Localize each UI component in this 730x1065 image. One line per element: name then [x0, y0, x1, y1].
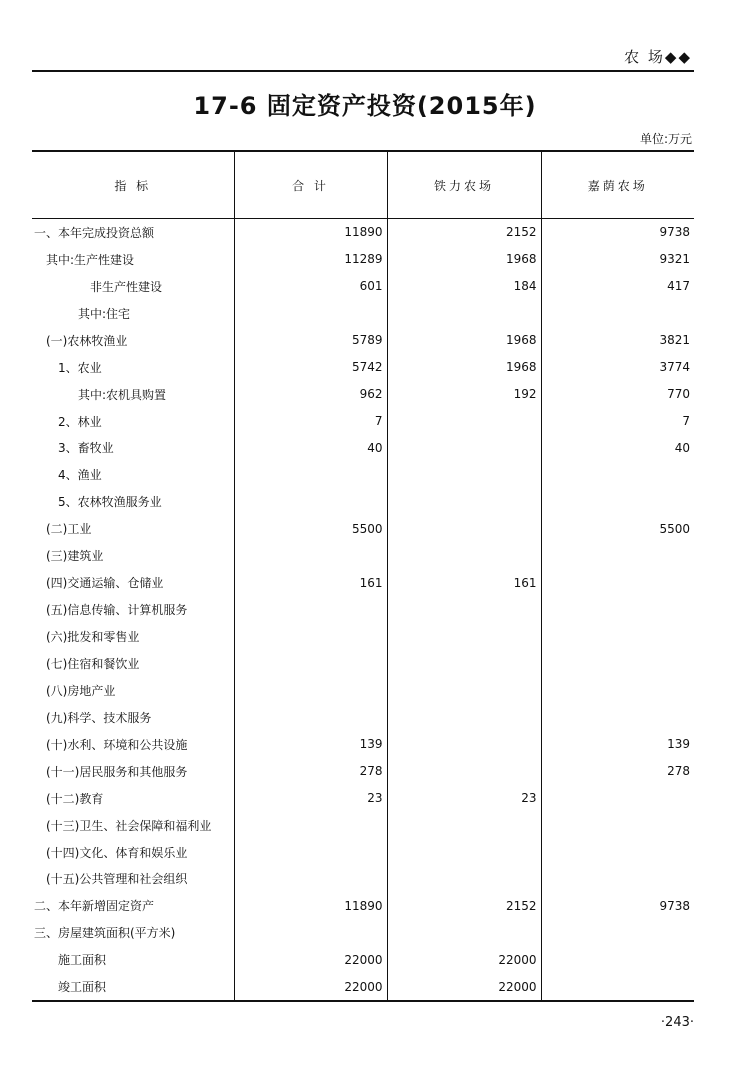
row-label: 施工面积 — [58, 953, 107, 968]
table-row — [32, 758, 694, 785]
cell-jiayin-farm: 278 — [541, 758, 694, 785]
row-label: (四)交通运输、仓储业 — [46, 576, 164, 591]
cell-tieli-farm: 23 — [387, 785, 541, 812]
row-label: (三)建筑业 — [46, 549, 104, 564]
cell-tieli-farm — [387, 650, 541, 677]
row-label: (十四)文化、体育和娱乐业 — [46, 845, 188, 860]
cell-total: 11289 — [234, 246, 387, 273]
cell-jiayin-farm — [541, 488, 694, 515]
cell-total — [234, 650, 387, 677]
cell-tieli-farm — [387, 623, 541, 650]
row-label: 5、农林牧渔服务业 — [58, 495, 162, 510]
table-row — [32, 677, 694, 704]
cell-total — [234, 866, 387, 893]
table-row — [32, 354, 694, 381]
cell-tieli-farm — [387, 677, 541, 704]
cell-total — [234, 488, 387, 515]
row-label: (十一)居民服务和其他服务 — [46, 764, 188, 779]
cell-jiayin-farm: 139 — [541, 731, 694, 758]
cell-total — [234, 300, 387, 327]
cell-tieli-farm: 161 — [387, 569, 541, 596]
cell-tieli-farm: 1968 — [387, 246, 541, 273]
column-header-jiayin-farm: 嘉荫农场 — [541, 151, 694, 219]
cell-total — [234, 461, 387, 488]
row-label: 竣工面积 — [32, 973, 234, 1001]
cell-total — [234, 542, 387, 569]
row-label: (七)住宿和餐饮业 — [46, 656, 140, 671]
table-header-row — [32, 151, 694, 219]
cell-total — [234, 812, 387, 839]
cell-tieli-farm — [387, 839, 541, 866]
cell-jiayin-farm — [541, 704, 694, 731]
cell-jiayin-farm — [541, 785, 694, 812]
cell-jiayin-farm — [541, 812, 694, 839]
cell-total: 11890 — [234, 219, 387, 246]
cell-tieli-farm — [387, 919, 541, 946]
table-row — [32, 273, 694, 300]
cell-jiayin-farm: 3821 — [541, 327, 694, 354]
row-label: (十)水利、环境和公共设施 — [46, 737, 188, 752]
cell-tieli-farm — [387, 758, 541, 785]
cell-total: 7 — [234, 408, 387, 435]
cell-tieli-farm — [387, 488, 541, 515]
row-label: 一、本年完成投资总额 — [34, 225, 155, 240]
section-header: 农 场◆◆ — [624, 48, 692, 66]
unit-label: 单位:万元 — [639, 132, 692, 146]
table-row — [32, 381, 694, 408]
cell-jiayin-farm: 9738 — [541, 219, 694, 246]
column-header-indicator: 指 标 — [32, 151, 234, 219]
cell-total: 601 — [234, 273, 387, 300]
cell-jiayin-farm — [541, 461, 694, 488]
cell-tieli-farm: 2152 — [387, 219, 541, 246]
table-row — [32, 785, 694, 812]
cell-jiayin-farm — [541, 866, 694, 893]
cell-total: 22000 — [234, 946, 387, 973]
column-header-tieli-farm: 铁力农场 — [387, 151, 541, 219]
table-row — [32, 866, 694, 893]
table-row — [32, 488, 694, 515]
cell-total: 962 — [234, 381, 387, 408]
cell-jiayin-farm — [541, 946, 694, 973]
cell-jiayin-farm: 770 — [541, 381, 694, 408]
row-label: 三、房屋建筑面积(平方米) — [34, 926, 176, 941]
row-label: 1、农业 — [58, 360, 102, 375]
table-row — [32, 408, 694, 435]
cell-jiayin-farm — [541, 677, 694, 704]
cell-total: 22000 — [234, 973, 387, 1001]
table-row — [32, 327, 694, 354]
cell-total — [234, 704, 387, 731]
cell-total: 5789 — [234, 327, 387, 354]
row-label: (六)批发和零售业 — [46, 630, 140, 645]
cell-jiayin-farm: 417 — [541, 273, 694, 300]
cell-total: 5500 — [234, 515, 387, 542]
cell-jiayin-farm — [541, 300, 694, 327]
cell-total: 278 — [234, 758, 387, 785]
table-row — [32, 219, 694, 246]
cell-tieli-farm — [387, 704, 541, 731]
cell-tieli-farm — [387, 435, 541, 462]
table-row — [32, 569, 694, 596]
table-body — [32, 219, 694, 1002]
table-row — [32, 892, 694, 919]
table-row — [32, 650, 694, 677]
row-label: (十三)卫生、社会保障和福利业 — [46, 818, 212, 833]
table-row — [32, 623, 694, 650]
row-label: 4、渔业 — [58, 468, 102, 483]
cell-tieli-farm: 1968 — [387, 354, 541, 381]
cell-tieli-farm: 2152 — [387, 892, 541, 919]
table-row — [32, 300, 694, 327]
row-label: 非生产性建设 — [90, 279, 163, 294]
table-row — [32, 515, 694, 542]
cell-total: 40 — [234, 435, 387, 462]
cell-jiayin-farm — [541, 596, 694, 623]
cell-jiayin-farm — [541, 569, 694, 596]
row-label: 二、本年新增固定资产 — [34, 899, 155, 914]
cell-jiayin-farm: 7 — [541, 408, 694, 435]
cell-jiayin-farm — [541, 973, 694, 1001]
cell-jiayin-farm — [541, 919, 694, 946]
row-label: (九)科学、技术服务 — [46, 710, 152, 725]
cell-tieli-farm — [387, 515, 541, 542]
cell-tieli-farm: 192 — [387, 381, 541, 408]
row-label: (二)工业 — [46, 522, 92, 537]
row-label: 其中:生产性建设 — [46, 252, 135, 267]
row-label: (八)房地产业 — [46, 683, 116, 698]
cell-tieli-farm: 22000 — [387, 973, 541, 1001]
cell-total: 161 — [234, 569, 387, 596]
table-row — [32, 461, 694, 488]
table-row — [32, 812, 694, 839]
row-label: 3、畜牧业 — [58, 441, 114, 456]
cell-total: 23 — [234, 785, 387, 812]
row-label: 其中:住宅 — [78, 306, 131, 321]
table-row — [32, 246, 694, 273]
table-row — [32, 973, 694, 1001]
cell-total: 11890 — [234, 892, 387, 919]
table-row — [32, 731, 694, 758]
table-row — [32, 919, 694, 946]
cell-jiayin-farm — [541, 839, 694, 866]
cell-tieli-farm — [387, 812, 541, 839]
cell-total — [234, 919, 387, 946]
cell-jiayin-farm — [541, 623, 694, 650]
table-row — [32, 542, 694, 569]
cell-tieli-farm — [387, 596, 541, 623]
cell-jiayin-farm: 5500 — [541, 515, 694, 542]
table-row — [32, 704, 694, 731]
cell-tieli-farm: 1968 — [387, 327, 541, 354]
cell-tieli-farm — [387, 461, 541, 488]
row-label: (十五)公共管理和社会组织 — [46, 872, 188, 887]
cell-total: 139 — [234, 731, 387, 758]
column-header-total: 合 计 — [234, 151, 387, 219]
cell-jiayin-farm: 40 — [541, 435, 694, 462]
cell-jiayin-farm — [541, 650, 694, 677]
page-number: ·243· — [660, 1015, 694, 1030]
investment-table — [32, 150, 694, 1002]
row-label: (一)农林牧渔业 — [46, 333, 128, 348]
cell-jiayin-farm: 9321 — [541, 246, 694, 273]
cell-total: 5742 — [234, 354, 387, 381]
table-row — [32, 946, 694, 973]
cell-tieli-farm: 184 — [387, 273, 541, 300]
row-label: 其中:农机具购置 — [78, 387, 167, 402]
cell-total — [234, 623, 387, 650]
row-label: (五)信息传输、计算机服务 — [46, 603, 188, 618]
cell-tieli-farm — [387, 300, 541, 327]
cell-total — [234, 677, 387, 704]
table-row — [32, 435, 694, 462]
cell-jiayin-farm: 9738 — [541, 892, 694, 919]
cell-tieli-farm — [387, 866, 541, 893]
table-row — [32, 839, 694, 866]
cell-tieli-farm — [387, 542, 541, 569]
cell-tieli-farm — [387, 731, 541, 758]
cell-total — [234, 839, 387, 866]
cell-total — [234, 596, 387, 623]
cell-tieli-farm: 22000 — [387, 946, 541, 973]
cell-tieli-farm — [387, 408, 541, 435]
table-row — [32, 596, 694, 623]
row-label: (十二)教育 — [46, 791, 104, 806]
cell-jiayin-farm: 3774 — [541, 354, 694, 381]
header-rule — [32, 70, 694, 72]
row-label: 2、林业 — [58, 414, 102, 429]
cell-jiayin-farm — [541, 542, 694, 569]
page-title: 17-6 固定资产投资(2015年) — [193, 92, 537, 120]
